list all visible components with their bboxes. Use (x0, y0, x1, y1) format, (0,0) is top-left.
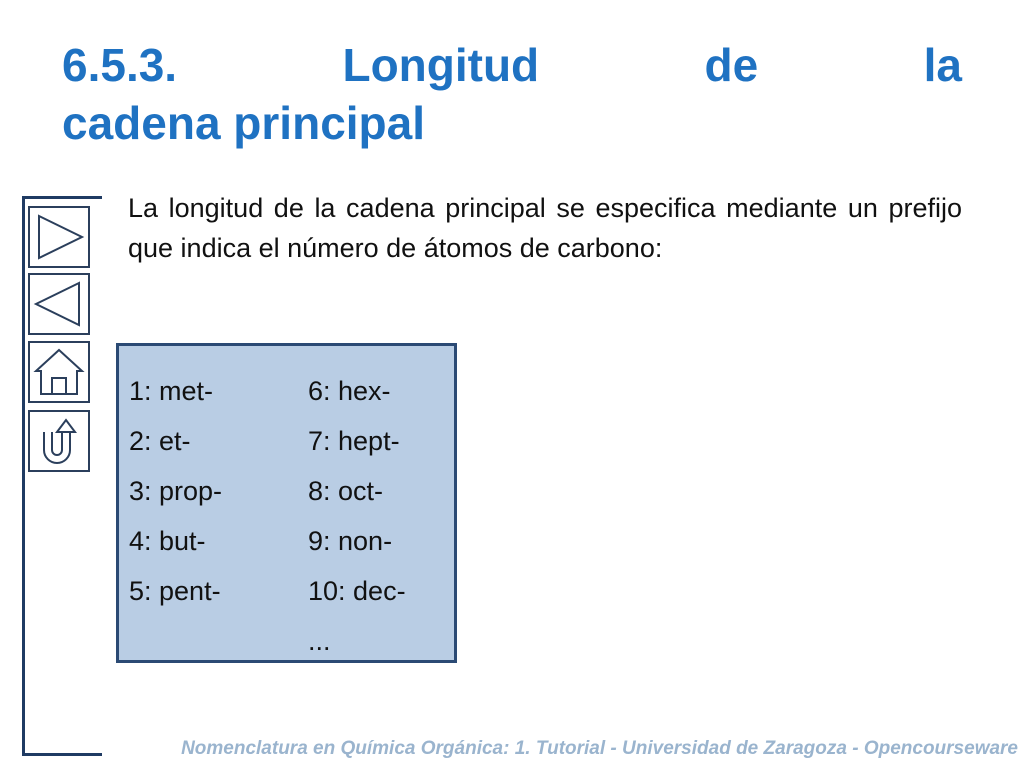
prefix-item: 7: hept- (308, 426, 400, 456)
play-right-icon (30, 208, 88, 266)
prefix-item: 1: met- (129, 376, 214, 406)
home-button[interactable] (28, 341, 90, 403)
title-line-2: cadena principal (62, 97, 426, 149)
prefix-item: 6: hex- (308, 376, 391, 406)
intro-paragraph: La longitud de la cadena principal se especifica mediante un prefijo que indica el número de átomos de carbono: (128, 193, 962, 263)
prefix-item: 8: oct- (308, 476, 384, 506)
return-button[interactable] (28, 410, 90, 472)
prefix-list-box (116, 343, 457, 663)
slide-title (62, 36, 962, 152)
prefix-item: 9: non- (308, 526, 393, 556)
return-icon (30, 412, 88, 470)
footer-text: Nomenclatura en Química Orgánica: 1. Tutorial - Universidad de Zaragoza - Opencourseware (181, 738, 1018, 759)
prefix-column-left (129, 366, 222, 616)
prefix-item: 3: prop- (129, 476, 223, 506)
prefix-item: 4: but- (129, 526, 206, 556)
next-slide-button[interactable] (28, 206, 90, 268)
prefix-item: 10: dec- (308, 576, 406, 606)
previous-slide-button[interactable] (28, 273, 90, 335)
title-line-1 (62, 36, 962, 94)
title-word: 6.5.3. (62, 39, 178, 91)
play-left-icon (30, 275, 88, 333)
home-icon (30, 343, 88, 401)
title-word: la (923, 39, 962, 91)
prefix-item: 2: et- (129, 426, 191, 456)
title-word: de (704, 39, 759, 91)
prefix-item: ... (308, 626, 331, 656)
prefix-item: 5: pent- (129, 576, 221, 606)
title-word: Longitud (342, 39, 540, 91)
prefix-column-right (308, 366, 406, 666)
